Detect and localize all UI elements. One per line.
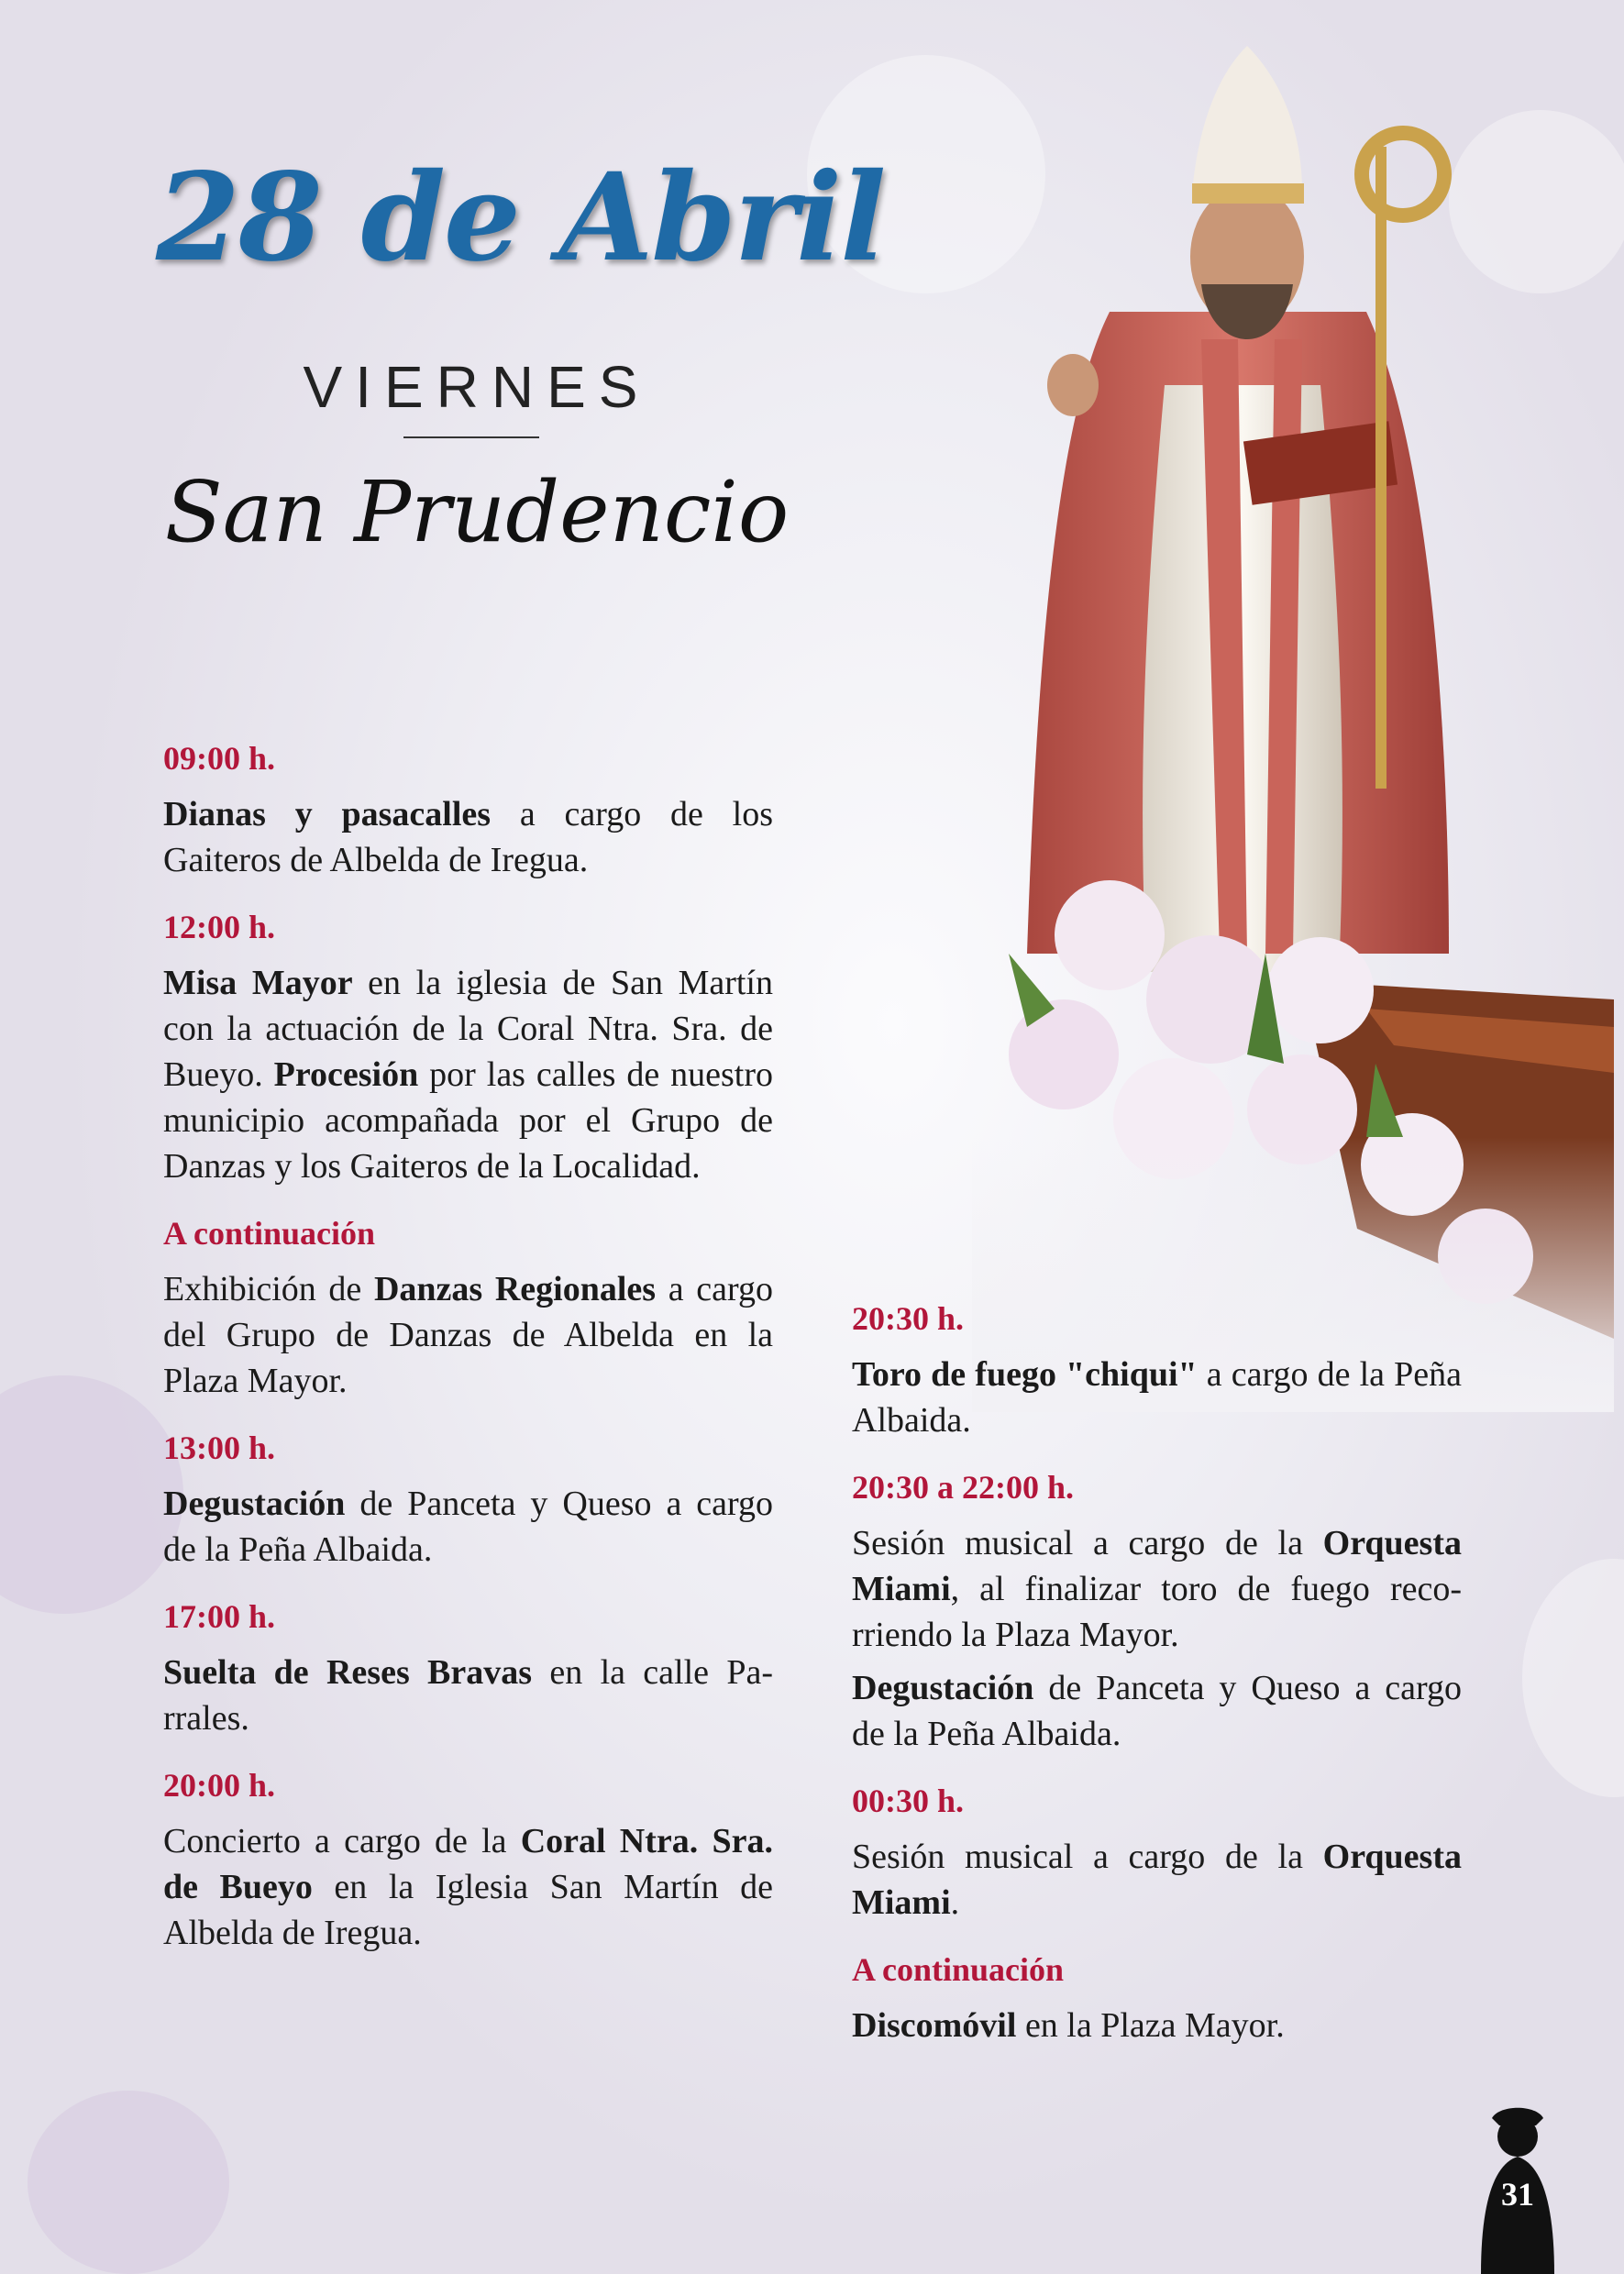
body-text: , al finalizar toro de fuego recorriendo la Plaza Mayor. (852, 1570, 1462, 1654)
event-description (163, 791, 773, 883)
event-time: 13:00 h. (163, 1430, 276, 1466)
highlight-text: Misa Mayor (163, 964, 353, 1002)
event-time: 20:30 a 22:00 h. (852, 1469, 1074, 1506)
body-text: en la Plaza Mayor. (1016, 2006, 1285, 2045)
body-text: por las calles de nuestro municipio acompañada por el Grupo de Danzas y los Gaiteros de la Localidad. (163, 1055, 773, 1186)
event-description (163, 960, 773, 1189)
highlight-text: Degustación (852, 1669, 1034, 1707)
body-text: . (950, 1883, 960, 1922)
highlight-text: Dianas y pasacalles (163, 795, 492, 833)
body-text: de Panceta y Queso a cargo de la Peña Albaida. (852, 1669, 1462, 1753)
body-text: Sesión musical a cargo de la (852, 1524, 1323, 1562)
body-text: Sesión musical a cargo de la (852, 1838, 1323, 1876)
body-text: Concierto a cargo de la (163, 1822, 521, 1860)
event-description (163, 1266, 773, 1404)
body-text: en la Iglesia San Martín de Albelda de Iregua. (163, 1868, 773, 1952)
event-description (163, 1650, 773, 1741)
event-description (163, 1481, 773, 1573)
event-time: 20:00 h. (163, 1767, 276, 1804)
event-time: 00:30 h. (852, 1783, 965, 1819)
highlight-text: Coral Ntra. Sra. de Bueyo (163, 1822, 773, 1906)
event-description (852, 1665, 1462, 1757)
highlight-text: Degustación (163, 1485, 346, 1523)
body-text: a cargo de los Gaiteros de Albelda de Iregua. (163, 795, 773, 879)
event-description (852, 2003, 1462, 2048)
weekday-label: VIERNES (303, 354, 651, 420)
event-time: 17:00 h. (163, 1598, 276, 1635)
event-time: 09:00 h. (163, 740, 276, 777)
saint-name: San Prudencio (164, 463, 790, 561)
bokeh-light (0, 1375, 183, 1614)
body-text: a cargo del Grupo de Danzas de Albelda en la Plaza Mayor. (163, 1270, 773, 1400)
event-date-title: 28 de Abril (156, 147, 885, 289)
bokeh-light (28, 2091, 229, 2274)
event-description (163, 1818, 773, 1956)
highlight-text: Procesión (273, 1055, 419, 1094)
highlight-text: Danzas Regionales (373, 1270, 657, 1308)
body-text: a cargo de la Peña Albaida. (852, 1355, 1462, 1440)
highlight-text: Orquesta Miami (852, 1524, 1462, 1608)
event-description (852, 1834, 1462, 1926)
event-time: 12:00 h. (163, 909, 276, 945)
event-time: A continuación (852, 1951, 1065, 1988)
highlight-text: Suelta de Reses Bravas (163, 1653, 533, 1692)
event-description (852, 1520, 1462, 1658)
body-text: en la iglesia de San Martín con la actuación de la Coral Ntra. Sra. de Bueyo. (163, 964, 773, 1094)
statue-image (972, 37, 1614, 1412)
event-description (852, 1352, 1462, 1443)
body-text: de Panceta y Queso a cargo de la Peña Albaida. (163, 1485, 773, 1569)
highlight-text: Orquesta Miami (852, 1838, 1462, 1922)
schedule-right-column (852, 1298, 1462, 2072)
event-time: A continuación (163, 1215, 376, 1252)
highlight-text: Toro de fuego "chiqui" (852, 1355, 1198, 1394)
body-text: Exhibición de (163, 1270, 374, 1308)
page-number: 31 (1501, 2176, 1534, 2213)
bokeh-light (1522, 1559, 1624, 1797)
divider (403, 436, 539, 438)
highlight-text: Discomóvil (852, 2006, 1017, 2045)
body-text: en la calle Parrales. (163, 1653, 773, 1738)
event-time: 20:30 h. (852, 1300, 965, 1337)
schedule-left-column (163, 738, 773, 1980)
